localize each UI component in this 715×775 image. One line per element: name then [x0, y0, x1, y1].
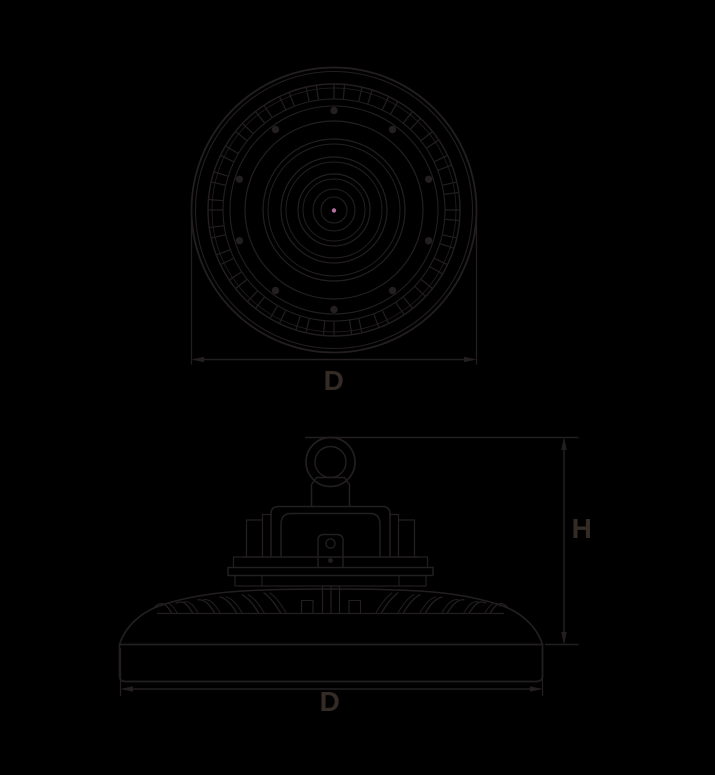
body-right-curve	[503, 606, 543, 645]
arrowhead-right	[464, 357, 477, 363]
arrowhead-left	[192, 357, 205, 363]
arrowhead-up	[561, 438, 567, 451]
side-view-d-label: D	[319, 686, 341, 717]
body-and-rim	[120, 606, 543, 682]
eye-bolt	[306, 438, 355, 507]
top-view	[192, 68, 477, 365]
bracket-screw-dot	[328, 558, 333, 563]
center-point-dot	[332, 208, 336, 212]
driver-box	[234, 507, 428, 568]
arrowhead-down	[561, 632, 567, 645]
body-left-curve	[120, 606, 160, 645]
mounting-bracket	[318, 535, 343, 568]
center-post	[323, 586, 340, 614]
mounting-plate	[228, 568, 433, 587]
side-view	[120, 438, 579, 697]
lens-rim	[120, 645, 543, 682]
arrowhead-left	[121, 686, 134, 692]
side-view-h-label: H	[571, 513, 593, 544]
arrowhead-right	[530, 686, 543, 692]
heatsink-fins	[155, 586, 507, 614]
bracket-hole	[326, 539, 335, 548]
top-view-d-label: D	[323, 365, 345, 396]
